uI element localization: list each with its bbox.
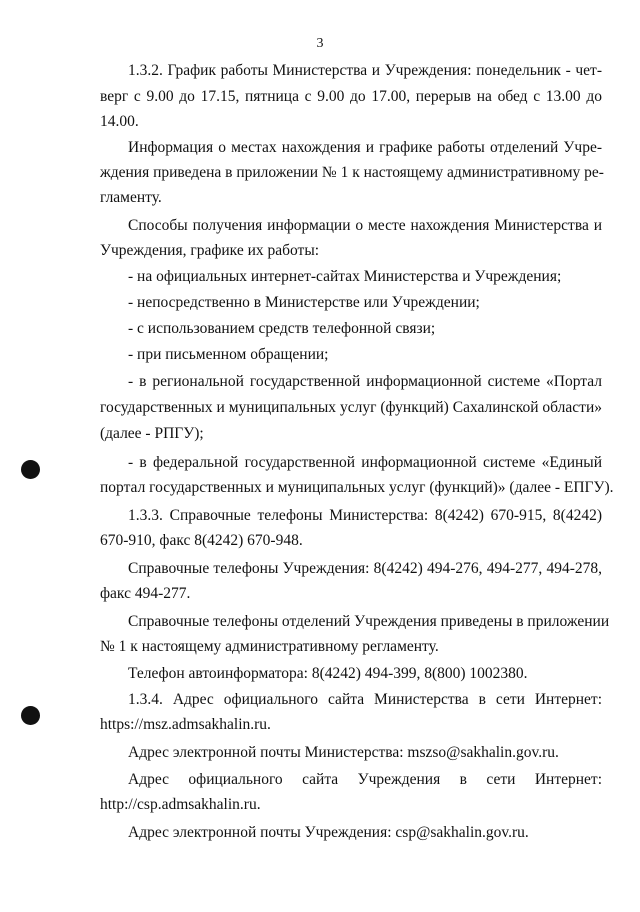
text-line: гламенту.: [100, 189, 162, 206]
text-line: портал государственных и муниципальных услуг (функций)» (далее - ЕПГУ).: [100, 479, 614, 496]
text-line: Адрес электронной почты Министерства: mszso@sakhalin.gov.ru.: [128, 744, 559, 761]
text-line: Адрес официального сайта Учреждения в сети Интернет:: [128, 771, 602, 788]
text-line: государственных и муниципальных услуг (функций) Сахалинской области»: [100, 399, 602, 416]
text-line: № 1 к настоящему административному регламенту.: [100, 638, 439, 655]
text-line: (далее - РПГУ);: [100, 425, 204, 442]
text-line: 1.3.4. Адрес официального сайта Министерства в сети Интернет:: [128, 691, 602, 708]
text-line: http://csp.admsakhalin.ru.: [100, 796, 261, 813]
text-line: факс 494-277.: [100, 585, 191, 602]
text-line: 1.3.2. График работы Министерства и Учреждения: понедельник - чет-: [128, 62, 602, 79]
list-item: - в федеральной государственной информационной системе «Единый: [128, 454, 602, 471]
text-line: Телефон автоинформатора: 8(4242) 494-399, 8(800) 1002380.: [128, 665, 528, 682]
list-item: - на официальных интернет-сайтах Министерства и Учреждения;: [128, 268, 562, 285]
text-line: Учреждения, графике их работы:: [100, 242, 320, 259]
page-number: 3: [316, 36, 324, 51]
text-line: Справочные телефоны отделений Учреждения приведены в приложении: [128, 613, 610, 630]
text-line: Адрес электронной почты Учреждения: csp@sakhalin.gov.ru.: [128, 824, 529, 841]
text-line: верг с 9.00 до 17.15, пятница с 9.00 до 17.00, перерыв на обед с 13.00 до: [100, 88, 602, 105]
text-line: https://msz.admsakhalin.ru.: [100, 716, 271, 733]
list-item: - непосредственно в Министерстве или Учреждении;: [128, 294, 480, 311]
text-line: 14.00.: [100, 113, 139, 130]
text-line: 670-910, факс 8(4242) 670-948.: [100, 532, 303, 549]
text-line: ждения приведена в приложении № 1 к настоящему административному ре-: [100, 164, 604, 181]
list-item: - в региональной государственной информационной системе «Портал: [128, 373, 602, 390]
list-item: - с использованием средств телефонной связи;: [128, 320, 436, 337]
punch-hole: [21, 706, 40, 725]
text-line: Справочные телефоны Учреждения: 8(4242) 494-276, 494-277, 494-278,: [128, 560, 602, 577]
text-line: Способы получения информации о месте нахождения Министерства и: [128, 217, 602, 234]
punch-hole: [21, 460, 40, 479]
text-line: 1.3.3. Справочные телефоны Министерства: 8(4242) 670-915, 8(4242): [128, 507, 602, 524]
list-item: - при письменном обращении;: [128, 346, 329, 363]
text-line: Информация о местах нахождения и графике работы отделений Учре-: [128, 139, 602, 156]
